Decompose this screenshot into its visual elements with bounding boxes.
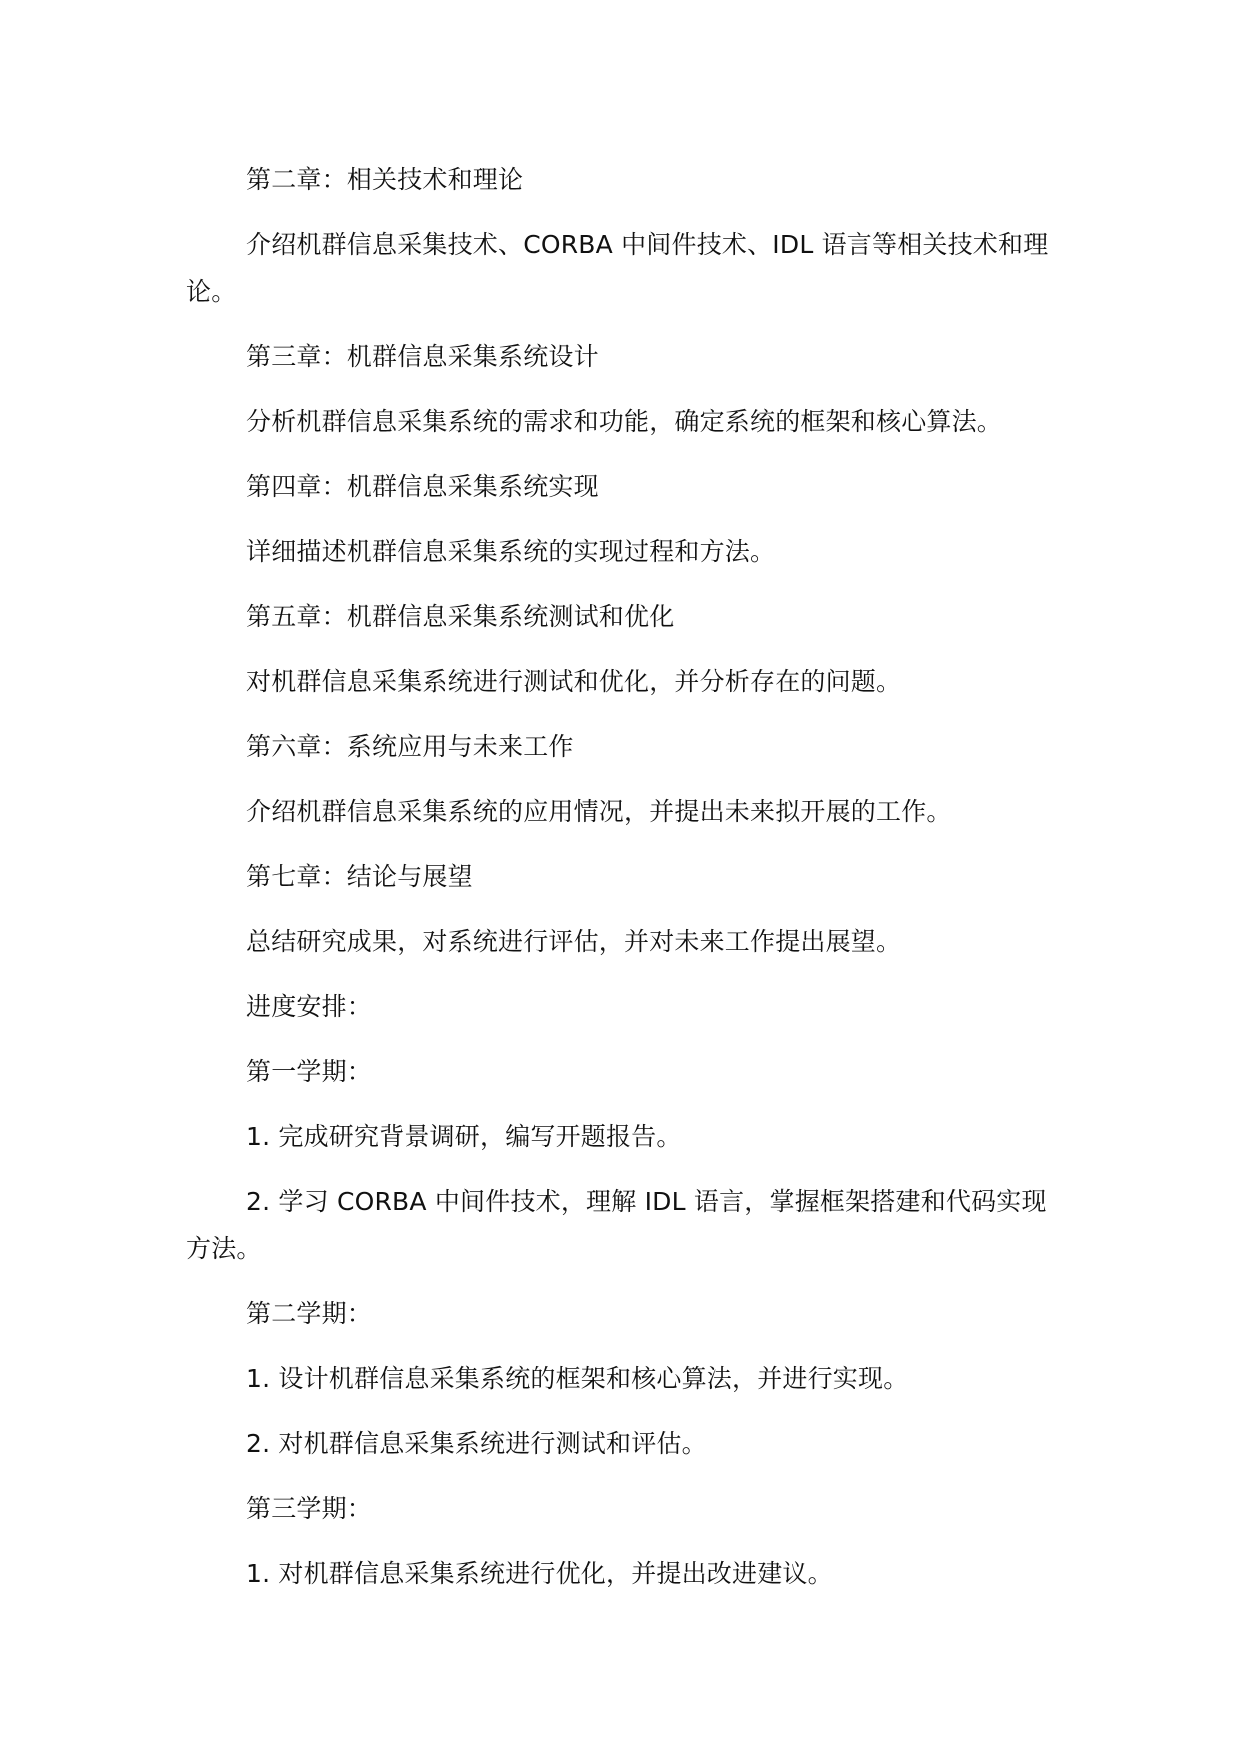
chapter-2-heading: 第二章：相关技术和理论 — [246, 165, 524, 194]
chapter-5-heading: 第五章：机群信息采集系统测试和优化 — [246, 602, 675, 631]
semester-1-item-2: 2. 学习 CORBA 中间件技术，理解 IDL 语言，掌握框架搭建和代码实现方法。 — [186, 1187, 1047, 1263]
chapter-4-description: 详细描述机群信息采集系统的实现过程和方法。 — [246, 537, 776, 566]
chapter-6-heading: 第六章：系统应用与未来工作 — [246, 732, 574, 761]
chapter-7-description: 总结研究成果，对系统进行评估，并对未来工作提出展望。 — [246, 927, 902, 956]
chapter-5-description: 对机群信息采集系统进行测试和优化，并分析存在的问题。 — [246, 667, 902, 696]
chapter-7-heading: 第七章：结论与展望 — [246, 862, 473, 891]
semester-3-item-1: 1. 对机群信息采集系统进行优化，并提出改进建议。 — [246, 1559, 833, 1588]
schedule-heading: 进度安排： — [246, 992, 373, 1021]
semester-3-heading: 第三学期： — [246, 1494, 373, 1523]
document-body — [186, 156, 1064, 1597]
semester-2-heading: 第二学期： — [246, 1299, 373, 1328]
chapter-2-description: 介绍机群信息采集技术、CORBA 中间件技术、IDL 语言等相关技术和理论。 — [186, 230, 1049, 306]
semester-2-item-1: 1. 设计机群信息采集系统的框架和核心算法，并进行实现。 — [246, 1364, 909, 1393]
semester-1-item-1: 1. 完成研究背景调研，编写开题报告。 — [246, 1122, 682, 1151]
chapter-3-heading: 第三章：机群信息采集系统设计 — [246, 342, 599, 371]
chapter-6-description: 介绍机群信息采集系统的应用情况，并提出未来拟开展的工作。 — [246, 797, 952, 826]
chapter-3-description: 分析机群信息采集系统的需求和功能，确定系统的框架和核心算法。 — [246, 407, 1003, 436]
semester-1-heading: 第一学期： — [246, 1057, 373, 1086]
chapter-4-heading: 第四章：机群信息采集系统实现 — [246, 472, 599, 501]
semester-2-item-2: 2. 对机群信息采集系统进行测试和评估。 — [246, 1429, 707, 1458]
